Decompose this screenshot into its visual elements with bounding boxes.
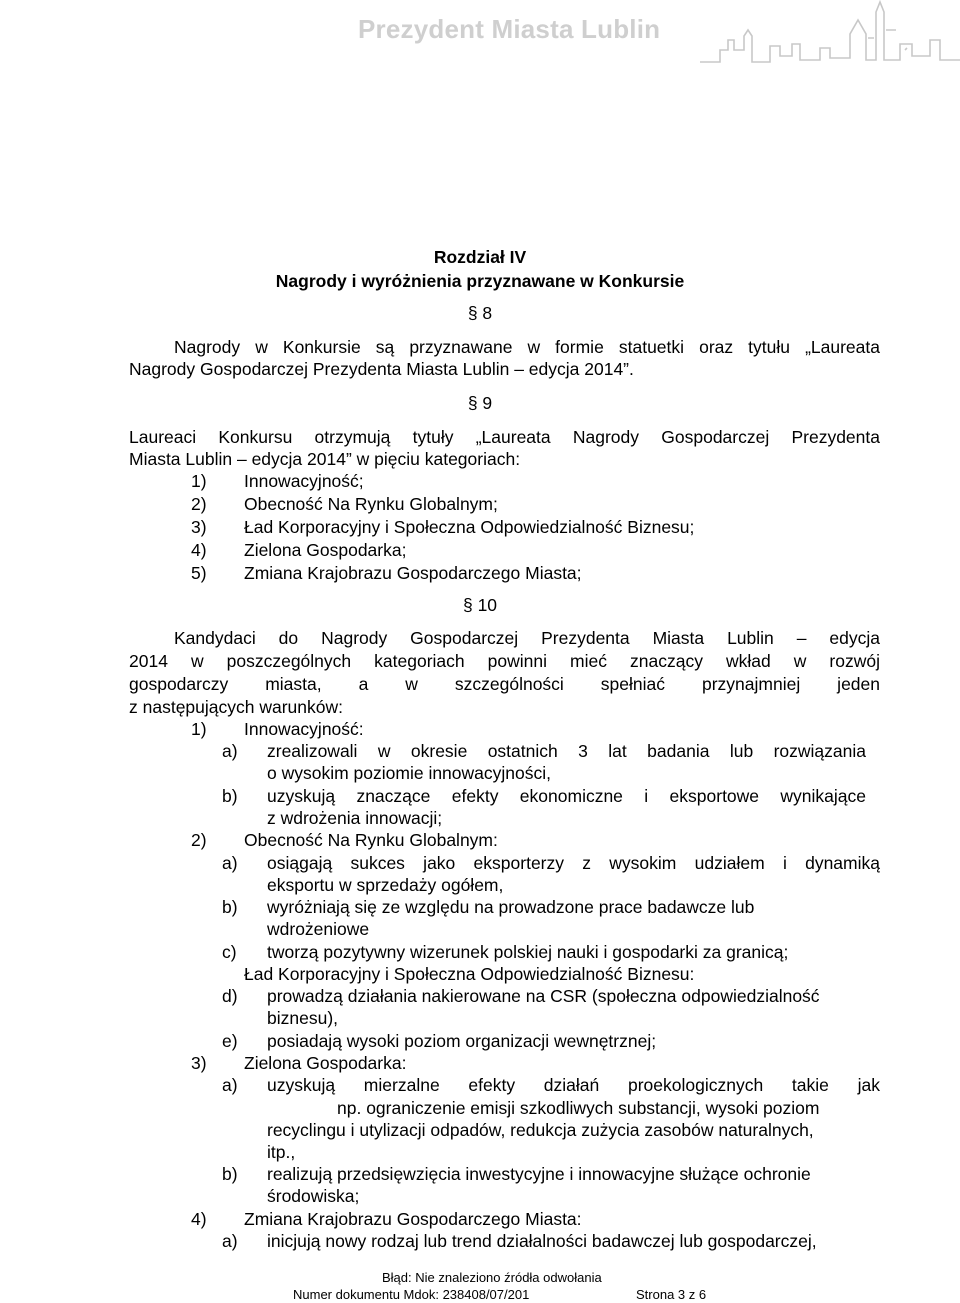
sub-item-line: wdrożeniowe xyxy=(267,919,370,939)
list-item-number: 5) xyxy=(191,563,207,583)
condition-number: 2) xyxy=(191,830,207,850)
city-skyline-icon xyxy=(700,0,960,70)
condition-title: Obecność Na Rynku Globalnym: xyxy=(244,830,498,850)
list-item: Zielona Gospodarka; xyxy=(244,540,407,560)
paragraph-9-mark: § 9 xyxy=(467,393,493,413)
sub-item-letter: a) xyxy=(222,741,238,761)
sub-item-line: tworzą pozytywny wizerunek polskiej nauki i gospodarki za granicą; xyxy=(267,942,789,962)
sub-item-line: itp., xyxy=(267,1142,296,1162)
sub-item-line: wyróżniają się ze względu na prowadzone prace badawcze lub xyxy=(267,897,755,917)
paragraph-10-mark: § 10 xyxy=(462,595,498,615)
sub-item-letter: a) xyxy=(222,853,238,873)
condition-number: 4) xyxy=(191,1209,207,1229)
chapter-title: Rozdział IV xyxy=(433,247,527,267)
sub-item-line: eksportu w sprzedaży ogółem, xyxy=(267,875,504,895)
condition-title: Innowacyjność: xyxy=(244,719,364,739)
list-item-number: 4) xyxy=(191,540,207,560)
list-item: Obecność Na Rynku Globalnym; xyxy=(244,494,498,514)
sub-item-line: zrealizowali w okresie ostatnich 3 lat badania lub rozwiązania xyxy=(267,741,866,761)
paragraph-9-line: Miasta Lublin – edycja 2014” w pięciu kategoriach: xyxy=(129,449,521,469)
list-item-number: 2) xyxy=(191,494,207,514)
condition-title: Zielona Gospodarka: xyxy=(244,1053,407,1073)
footer-page-number: Strona 3 z 6 xyxy=(636,1287,707,1302)
list-item: Innowacyjność; xyxy=(244,471,364,491)
sub-item-letter: c) xyxy=(222,942,237,962)
paragraph-8-line: Nagrody Gospodarczej Prezydenta Miasta Lublin – edycja 2014”. xyxy=(129,359,634,379)
sub-item-line: środowiska; xyxy=(267,1186,360,1206)
sub-item-line: osiągają sukces jako eksporterzy z wysokim udziałem i dynamiką xyxy=(267,853,880,873)
condition-number: 3) xyxy=(191,1053,207,1073)
sub-item-line: z wdrożenia innowacji; xyxy=(267,808,443,828)
list-item: Ład Korporacyjny i Społeczna Odpowiedzialność Biznesu; xyxy=(244,517,695,537)
condition-title: Zmiana Krajobrazu Gospodarczego Miasta: xyxy=(244,1209,582,1229)
condition-title: Ład Korporacyjny i Społeczna Odpowiedzialność Biznesu: xyxy=(244,964,695,984)
sub-item-letter: b) xyxy=(222,786,238,806)
sub-item-line: uzyskują mierzalne efekty działań proekologicznych takie jak xyxy=(267,1075,880,1095)
condition-number: 1) xyxy=(191,719,207,739)
paragraph-8-line: Nagrody w Konkursie są przyznawane w formie statuetki oraz tytułu „Laureata xyxy=(174,337,880,357)
list-item: Zmiana Krajobrazu Gospodarczego Miasta; xyxy=(244,563,582,583)
sub-item-line: recyclingu i utylizacji odpadów, redukcja zużycia zasobów naturalnych, xyxy=(267,1120,814,1140)
list-item-number: 1) xyxy=(191,471,207,491)
sub-item-line: realizują przedsięwzięcia inwestycyjne i innowacyjne służące ochronie xyxy=(267,1164,811,1184)
paragraph-10-line: 2014 w poszczególnych kategoriach powinni mieć znaczący wkład w rozwój xyxy=(129,651,880,671)
header-title: Prezydent Miasta Lublin xyxy=(358,14,661,44)
paragraph-10-line: Kandydaci do Nagrody Gospodarczej Prezydenta Miasta Lublin – edycja xyxy=(174,628,880,648)
sub-item-line: prowadzą działania nakierowane na CSR (społeczna odpowiedzialność xyxy=(267,986,820,1006)
sub-item-letter: a) xyxy=(222,1075,238,1095)
sub-item-line: np. ograniczenie emisji szkodliwych substancji, wysoki poziom xyxy=(337,1098,820,1118)
list-item-number: 3) xyxy=(191,517,207,537)
sub-item-line: o wysokim poziomie innowacyjności, xyxy=(267,763,551,783)
footer-docnum: Numer dokumentu Mdok: 238408/07/201 xyxy=(293,1287,530,1302)
paragraph-10-line: z następujących warunków: xyxy=(129,697,343,717)
sub-item-letter: b) xyxy=(222,1164,238,1184)
paragraph-10-line: gospodarczy miasta, a w szczególności spełniać przynajmniej jeden xyxy=(129,674,880,694)
paragraph-9-line: Laureaci Konkursu otrzymują tytuły „Laureata Nagrody Gospodarczej Prezydenta xyxy=(129,427,880,447)
sub-item-letter: a) xyxy=(222,1231,238,1251)
sub-item-letter: d) xyxy=(222,986,238,1006)
sub-item-letter: b) xyxy=(222,897,238,917)
sub-item-line: uzyskują znaczące efekty ekonomiczne i eksportowe wynikające xyxy=(267,786,866,806)
sub-item-line: posiadają wysoki poziom organizacji wewnętrznej; xyxy=(267,1031,657,1051)
sub-item-line: biznesu), xyxy=(267,1008,339,1028)
footer-error: Błąd: Nie znaleziono źródła odwołania xyxy=(382,1270,602,1285)
sub-item-line: inicjują nowy rodzaj lub trend działalności badawczej lub gospodarczej, xyxy=(267,1231,817,1251)
paragraph-8-mark: § 8 xyxy=(467,303,493,323)
chapter-subtitle: Nagrody i wyróżnienia przyznawane w Konkursie xyxy=(275,271,685,291)
sub-item-letter: e) xyxy=(222,1031,238,1051)
